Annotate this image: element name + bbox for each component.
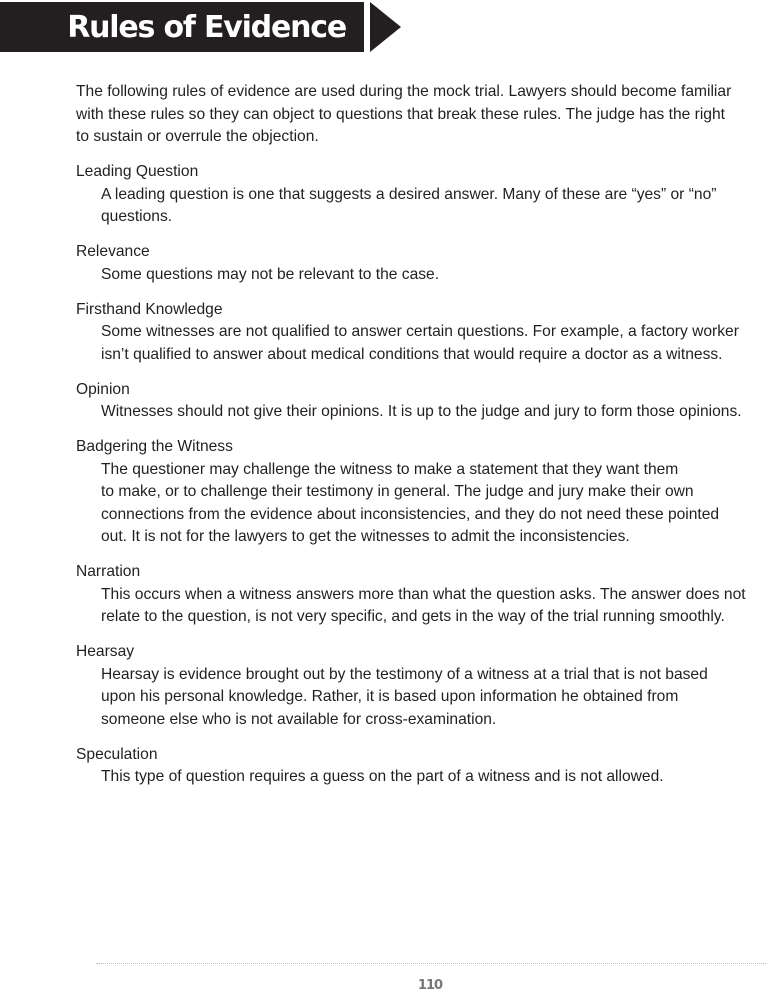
intro-line: with these rules so they can object to questions that break these rules. The judge has the right [76,105,725,123]
description-line: This occurs when a witness answers more than what the question asks. The answer does not [101,585,746,603]
description-line: The questioner may challenge the witness to make a statement that they want them [101,460,679,478]
description-line: to make, or to challenge their testimony in general. The judge and jury make their own [101,483,694,500]
rule-section [76,436,766,549]
description-line: Hearsay is evidence brought out by the testimony of a witness at a trial that is not based [101,665,708,683]
description-line: isn’t qualified to answer about medical conditions that would require a doctor as a witness. [101,345,723,363]
intro-paragraph [76,81,766,149]
intro-line: to sustain or overrule the objection. [76,128,319,145]
rule-heading: Firsthand Knowledge [76,300,223,318]
description-line: out. It is not for the lawyers to get the witnesses to admit the inconsistencies. [101,528,630,545]
description-line: questions. [101,208,173,225]
rule-section [76,299,766,367]
arrow-icon [370,2,401,52]
rule-section [76,561,766,629]
rule-description [76,664,766,732]
description-line: someone else who is not available for cross-examination. [101,710,497,728]
page-number: 110 [417,978,443,993]
description-line: This type of question requires a guess on the part of a witness and is not allowed. [101,768,664,785]
rule-heading: Badgering the Witness [76,438,233,455]
content [76,81,766,789]
rule-section [76,379,766,424]
description-line: relate to the question, is not very specific, and gets in the way of the trial running smoothly. [101,608,725,625]
rule-description [76,401,766,424]
rule-heading: Leading Question [76,163,199,180]
rule-description [76,321,766,366]
title-banner [0,2,364,52]
intro-line: The following rules of evidence are used during the mock trial. Lawyers should become familiar [76,83,732,100]
description-line: connections from the evidence about inconsistencies, and they do not need these pointed [101,505,720,523]
rule-section [76,241,766,286]
rule-description [76,766,766,789]
rule-description [76,459,766,549]
description-line: Some witnesses are not qualified to answer certain questions. For example, a factory worker [101,323,739,340]
description-line: Some questions may not be relevant to the case. [101,265,440,283]
rule-section [76,161,766,229]
rule-section [76,744,766,789]
page-title: Rules of Evidence [67,10,346,45]
rule-section [76,641,766,731]
description-line: upon his personal knowledge. Rather, it is based upon information he obtained from [101,688,679,705]
rule-heading: Relevance [76,243,150,260]
rule-heading: Narration [76,563,141,580]
description-line: Witnesses should not give their opinions. It is up to the judge and jury to form those opinions. [101,403,742,420]
rule-heading: Hearsay [76,643,135,660]
rule-description [76,264,766,287]
rule-description [76,184,766,229]
footer-divider [96,963,766,964]
rule-heading: Opinion [76,380,130,398]
rule-heading: Speculation [76,745,158,763]
rule-description [76,584,766,629]
rules-list [76,161,766,789]
description-line: A leading question is one that suggests a desired answer. Many of these are “yes” or “no” [101,185,717,203]
